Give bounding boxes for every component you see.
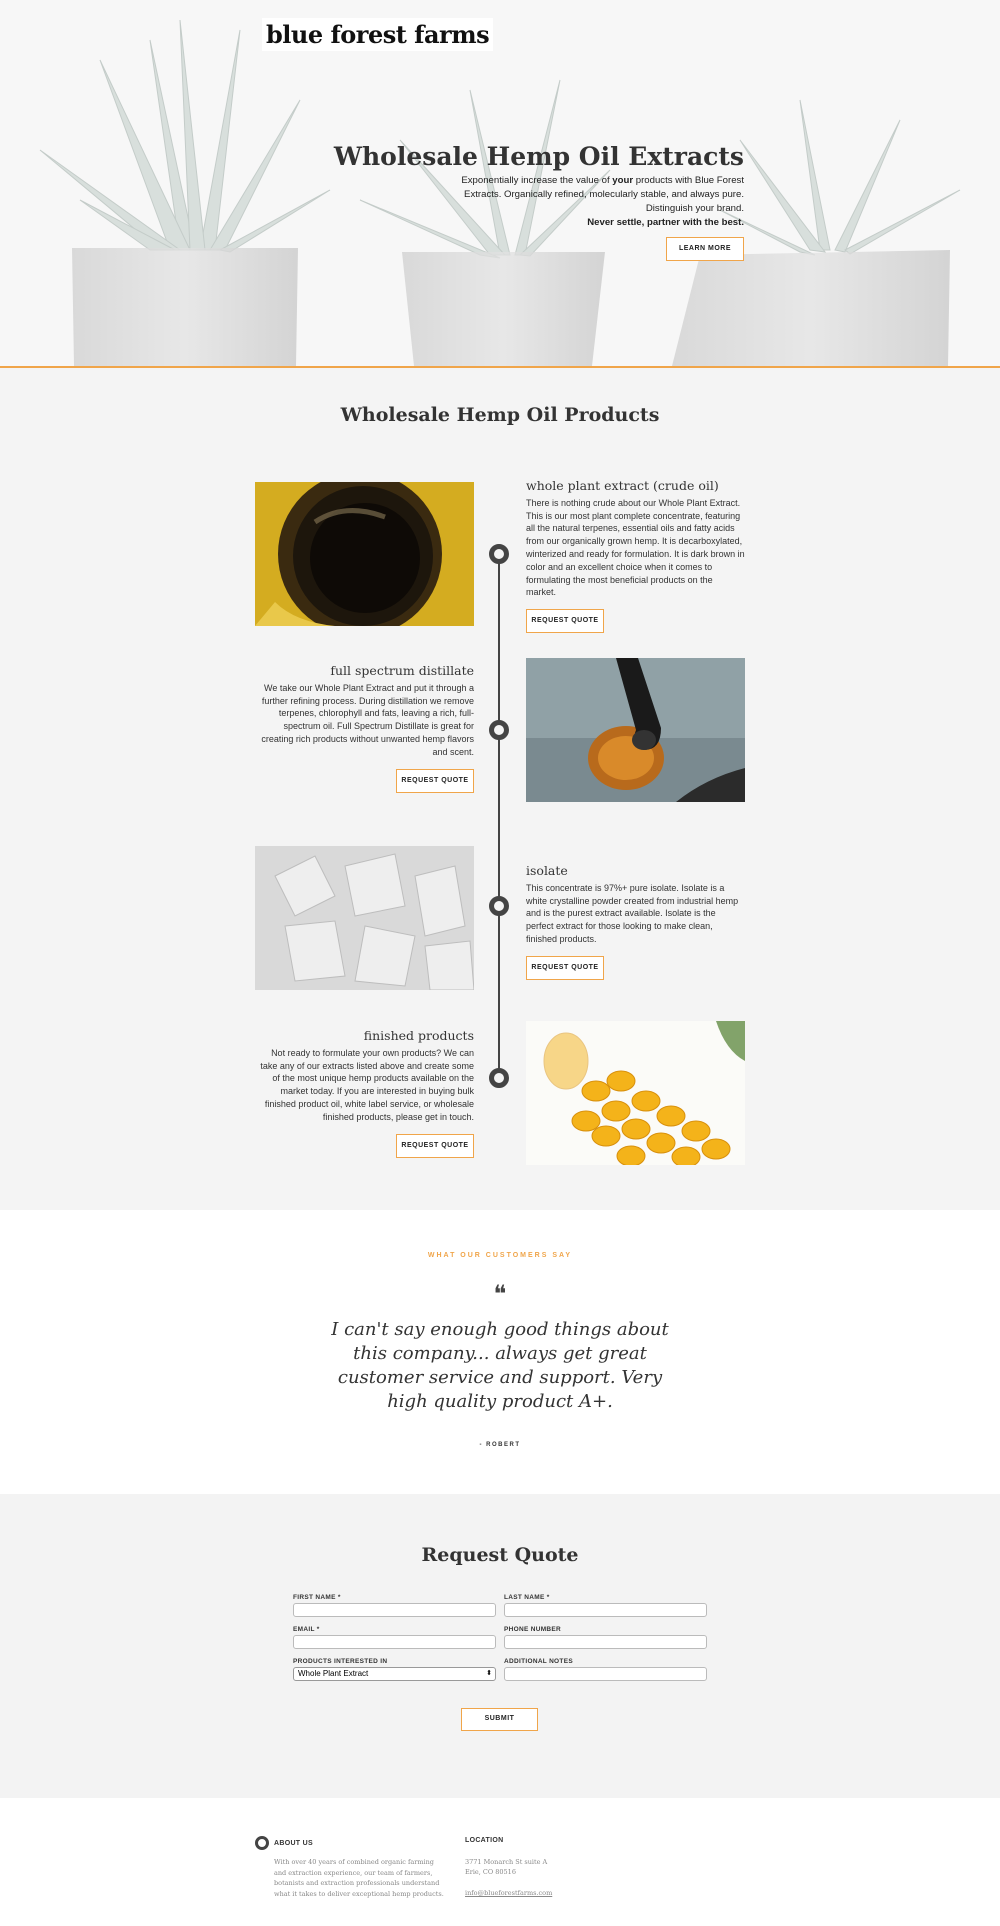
additional-notes-label: ADDITIONAL NOTES xyxy=(504,1658,573,1665)
location-heading: LOCATION xyxy=(465,1837,504,1844)
product-description: We take our Whole Plant Extract and put it through a further refining process. During distillation we remove terpenes, chlorophyll and fats, leaving a rich, full-spectrum oil. Full Spectrum Distillate is great for creating rich products without unwanted hemp flavors and scent. xyxy=(261,682,474,757)
hero-description: Exponentially increase the value of your products with Blue Forest Extracts. Organically refined, molecularly stable, and always pure. Distinguish your brand. Never settle, partner with the best. xyxy=(461,175,744,228)
circle-logo-icon xyxy=(255,1836,269,1850)
last-name-label: LAST NAME * xyxy=(504,1594,550,1601)
product-whole-plant xyxy=(526,480,745,633)
form-title: Request Quote xyxy=(421,1544,579,1566)
products-select[interactable] xyxy=(293,1667,496,1681)
softgels-image xyxy=(526,1021,745,1165)
testimonial-quote: I can't say enough good things about this company... always get great customer service and support. Very high quality product A+. xyxy=(331,1319,669,1412)
address-line-1: 3771 Monarch St suite A xyxy=(465,1858,548,1866)
phone-input[interactable] xyxy=(504,1635,707,1649)
product-name: finished products xyxy=(363,1028,474,1043)
product-description: This concentrate is 97%+ pure isolate. Isolate is a white crystalline powder created from industrial hemp and is the purest extract available. Isolate is the perfect extract for those looking to make clean, finished products. xyxy=(526,882,739,944)
request-quote-button[interactable]: REQUEST QUOTE xyxy=(526,956,604,980)
hero-title: Wholesale Hemp Oil Extracts xyxy=(333,142,744,171)
timeline-dot-2 xyxy=(489,720,509,740)
testimonial-author: - ROBERT xyxy=(479,1442,521,1448)
brand-logo[interactable]: blue forest farms xyxy=(262,18,493,51)
timeline-dot-1 xyxy=(489,544,509,564)
product-name: isolate xyxy=(526,863,568,878)
product-description: Not ready to formulate your own products? We can take any of our extracts listed above and create some of the most unique hemp products available on the market today. If you are interested in buying bulk finished product oil, white label service, or wholesale finished products, please get in touch. xyxy=(260,1047,474,1122)
product-name: full spectrum distillate xyxy=(330,663,474,678)
email-input[interactable] xyxy=(293,1635,496,1649)
email-link[interactable]: info@blueforestfarms.com xyxy=(465,1889,553,1897)
learn-more-button[interactable]: LEARN MORE xyxy=(666,237,744,261)
timeline-dot-4 xyxy=(489,1068,509,1088)
distillate-image xyxy=(526,658,745,802)
request-quote-button[interactable]: REQUEST QUOTE xyxy=(396,1134,474,1158)
last-name-input[interactable] xyxy=(504,1603,707,1617)
about-text: With over 40 years of combined organic farming and extraction experience, our team of farmers, botanists and extraction professionals understand what it takes to deliver exceptional hemp products. xyxy=(274,1858,444,1898)
phone-label: PHONE NUMBER xyxy=(504,1626,562,1633)
product-name: whole plant extract (crude oil) xyxy=(526,478,719,493)
product-full-spectrum xyxy=(255,665,474,793)
about-heading: ABOUT US xyxy=(274,1840,313,1847)
request-quote-section xyxy=(0,1494,1000,1798)
email-label: EMAIL * xyxy=(293,1626,320,1633)
crude-oil-image xyxy=(255,482,474,626)
products-interested-label: PRODUCTS INTERESTED IN xyxy=(293,1658,388,1665)
products-select-value: Whole Plant Extract xyxy=(298,1669,369,1678)
testimonial-section xyxy=(0,1210,1000,1494)
request-quote-button[interactable]: REQUEST QUOTE xyxy=(396,769,474,793)
product-description: There is nothing crude about our Whole Plant Extract. This is our most plant complete concentrate, featuring all the natural terpenes, essential oils and fatty acids from our organically grown hemp. It is decarboxylated, winterized and ready for formulation. It is dark brown in color and an excellent choice when it comes to formulating the most beneficial products on the market. xyxy=(526,497,745,598)
product-finished xyxy=(255,1030,474,1158)
isolate-image xyxy=(255,846,474,990)
product-isolate xyxy=(526,865,745,980)
timeline-line xyxy=(498,552,500,1078)
products-title: Wholesale Hemp Oil Products xyxy=(340,404,660,426)
additional-notes-input[interactable] xyxy=(504,1667,707,1681)
first-name-label: FIRST NAME * xyxy=(293,1594,341,1601)
first-name-input[interactable] xyxy=(293,1603,496,1617)
testimonial-eyebrow: WHAT OUR CUSTOMERS SAY xyxy=(427,1252,573,1259)
hero-section xyxy=(0,0,1000,368)
submit-button[interactable]: SUBMIT xyxy=(461,1708,538,1731)
quote-mark-icon: ❝ xyxy=(493,1280,507,1308)
timeline-dot-3 xyxy=(489,896,509,916)
select-arrows-icon: ⬍ xyxy=(486,1670,492,1677)
request-quote-button[interactable]: REQUEST QUOTE xyxy=(526,609,604,633)
footer xyxy=(0,1798,1000,1926)
address-line-2: Erie, CO 80516 xyxy=(465,1868,516,1876)
